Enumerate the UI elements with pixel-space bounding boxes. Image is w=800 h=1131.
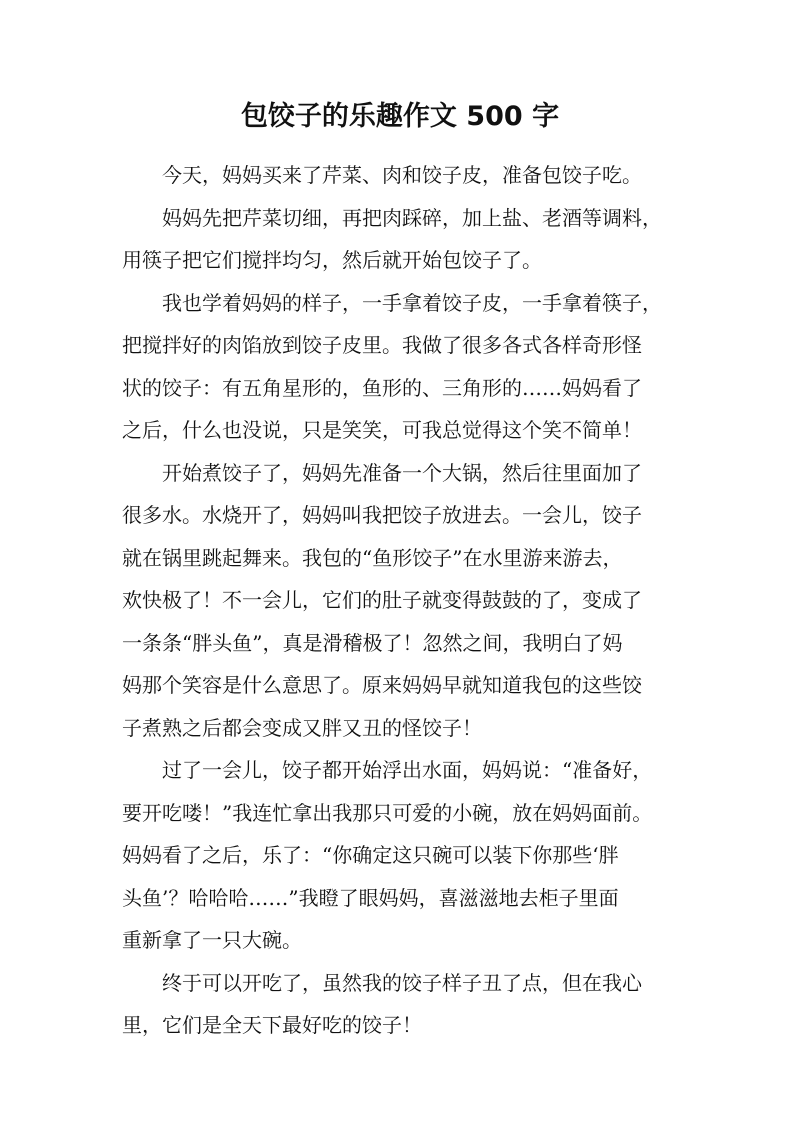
text-line: 今天，妈妈买来了芹菜、肉和饺子皮，准备包饺子吃。 [162,163,642,187]
text-line: 过了一会儿，饺子都开始浮出水面，妈妈说：“准备好， [162,758,653,782]
document-title: 包饺子的乐趣作文 500 字 [240,101,560,132]
text-line: 妈那个笑容是什么意思了。原来妈妈早就知道我包的这些饺 [122,673,642,697]
paragraph-2 [122,197,682,282]
document-body [122,154,682,1047]
paragraph-4 [122,452,682,750]
text-line: 里，它们是全天下最好吃的饺子！ [122,1013,422,1037]
paragraph-1 [122,154,682,197]
text-line: 我也学着妈妈的样子，一手拿着饺子皮，一手拿着筷子， [162,290,662,315]
text-line: 头鱼’？哈哈哈……”我瞪了眼妈妈，喜滋滋地去柜子里面 [122,885,619,910]
text-line: 妈妈先把芹菜切细，再把肉踩碎，加上盐、老酒等调料， [162,205,662,230]
text-line: 很多水。水烧开了，妈妈叫我把饺子放进去。一会儿，饺子 [122,503,642,527]
text-line: 把搅拌好的肉馅放到饺子皮里。我做了很多各式各样奇形怪 [122,333,642,357]
paragraph-6 [122,962,682,1047]
text-line: 一条条“胖头鱼”，真是滑稽极了！忽然之间，我明白了妈 [122,630,623,655]
text-line: 之后，什么也没说，只是笑笑，可我总觉得这个笑不简单！ [122,418,642,442]
text-line: 就在锅里跳起舞来。我包的“鱼形饺子”在水里游来游去， [122,545,623,570]
paragraph-5 [122,749,682,962]
text-line: 开始煮饺子了，妈妈先准备一个大锅，然后往里面加了 [162,460,642,485]
text-line: 子煮熟之后都会变成又胖又丑的怪饺子！ [122,715,482,740]
paragraph-3 [122,282,682,452]
text-line: 欢快极了！不一会儿，它们的肚子就变得鼓鼓的了，变成了 [122,588,642,612]
text-line: 用筷子把它们搅拌均匀，然后就开始包饺子了。 [122,248,542,272]
text-line: 状的饺子：有五角星形的，鱼形的、三角形的……妈妈看了 [122,375,642,400]
text-line: 妈妈看了之后，乐了：“你确定这只碗可以装下你那些‘胖 [122,843,619,867]
text-line: 重新拿了一只大碗。 [122,928,302,952]
text-line: 要开吃喽！”我连忙拿出我那只可爱的小碗，放在妈妈面前。 [122,800,653,825]
text-line: 终于可以开吃了，虽然我的饺子样子丑了点，但在我心 [162,970,642,995]
